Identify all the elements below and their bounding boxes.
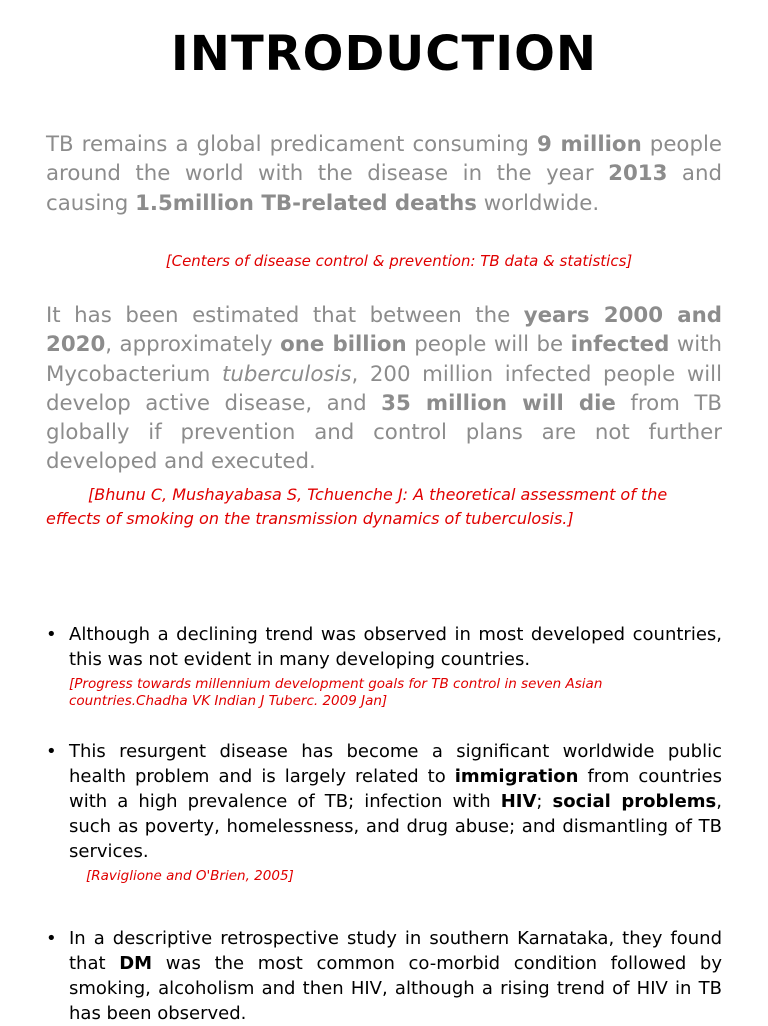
bold-span: infected — [570, 332, 670, 358]
text-span: from TB globally if prevention and control plans are not further developed and executed. — [46, 390, 722, 475]
bullet-citation: [Raviglione and O'Brien, 2005] — [86, 868, 294, 884]
bold-span: 2013 — [608, 161, 668, 187]
bold-span: 1.5million TB-related deaths — [135, 190, 477, 216]
italic-span: tuberculosis — [221, 361, 352, 387]
bold-span: immigration — [454, 766, 579, 787]
text-span: worldwide. — [476, 190, 600, 216]
text-span: ; — [536, 791, 553, 812]
text-span: people around the world with the disease in the year — [46, 132, 722, 187]
list-item — [46, 926, 722, 1026]
text-span: In a descriptive retrospective study in southern Karnataka, they found that — [69, 928, 722, 974]
bullet-citation: [Progress towards millennium development goals for TB control in seven Asian countries.Chadha VK Indian J Tuberc. 2009 Jan] — [69, 676, 603, 709]
bold-span: DM — [119, 953, 153, 974]
page-title: INTRODUCTION — [170, 26, 598, 82]
text-span: This resurgent disease has become a significant worldwide public health problem and is largely related to — [69, 741, 722, 787]
text-span: people will be — [406, 332, 571, 358]
text-span: with Mycobacterium — [46, 332, 723, 387]
text-span: was the most common co-morbid condition followed by smoking, alcoholism and then HIV, although a rising trend of HIV in TB has been observed. — [69, 953, 722, 1024]
text-span: , such as poverty, homelessness, and drug abuse; and dismantling of TB services. — [69, 791, 722, 862]
text-span: , approximately — [105, 332, 281, 358]
bullet-text — [69, 622, 722, 672]
text-span: , 200 million infected people will develop active disease, and — [46, 361, 722, 416]
text-span: Although a declining trend was observed in most developed countries, this was not evident in many developing countries. — [69, 624, 722, 670]
text-span: It has been estimated that between the — [46, 303, 524, 328]
text-span: and causing — [46, 161, 723, 216]
bullet-text — [69, 739, 722, 864]
bullet-icon: • — [46, 624, 57, 645]
bold-span: 9 million — [537, 132, 642, 157]
list-item — [46, 622, 722, 710]
bold-span: one billion — [280, 332, 407, 358]
bold-span: HIV — [500, 791, 537, 812]
citation-1: [Centers of disease control & prevention: TB data & statistics] — [165, 252, 633, 270]
citation-2: [Bhunu C, Mushayabasa S, Tchuenche J: A theoretical assessment of the effects of smoking on the transmission dynamics of tuberculosis.] — [46, 485, 668, 528]
bullet-text — [69, 926, 722, 1026]
bullet-icon: • — [46, 741, 57, 762]
bold-span: social problems — [552, 791, 717, 812]
text-span: TB remains a global predicament consuming — [46, 132, 538, 157]
bold-span: 35 million will die — [381, 390, 616, 416]
text-span: from countries with a high prevalence of TB; infection with — [69, 766, 723, 812]
bullet-icon: • — [46, 928, 57, 949]
list-item — [46, 739, 722, 885]
intro-paragraph-2 — [46, 301, 722, 477]
bold-span: years 2000 and 2020 — [46, 303, 722, 358]
intro-paragraph-1 — [46, 130, 722, 218]
